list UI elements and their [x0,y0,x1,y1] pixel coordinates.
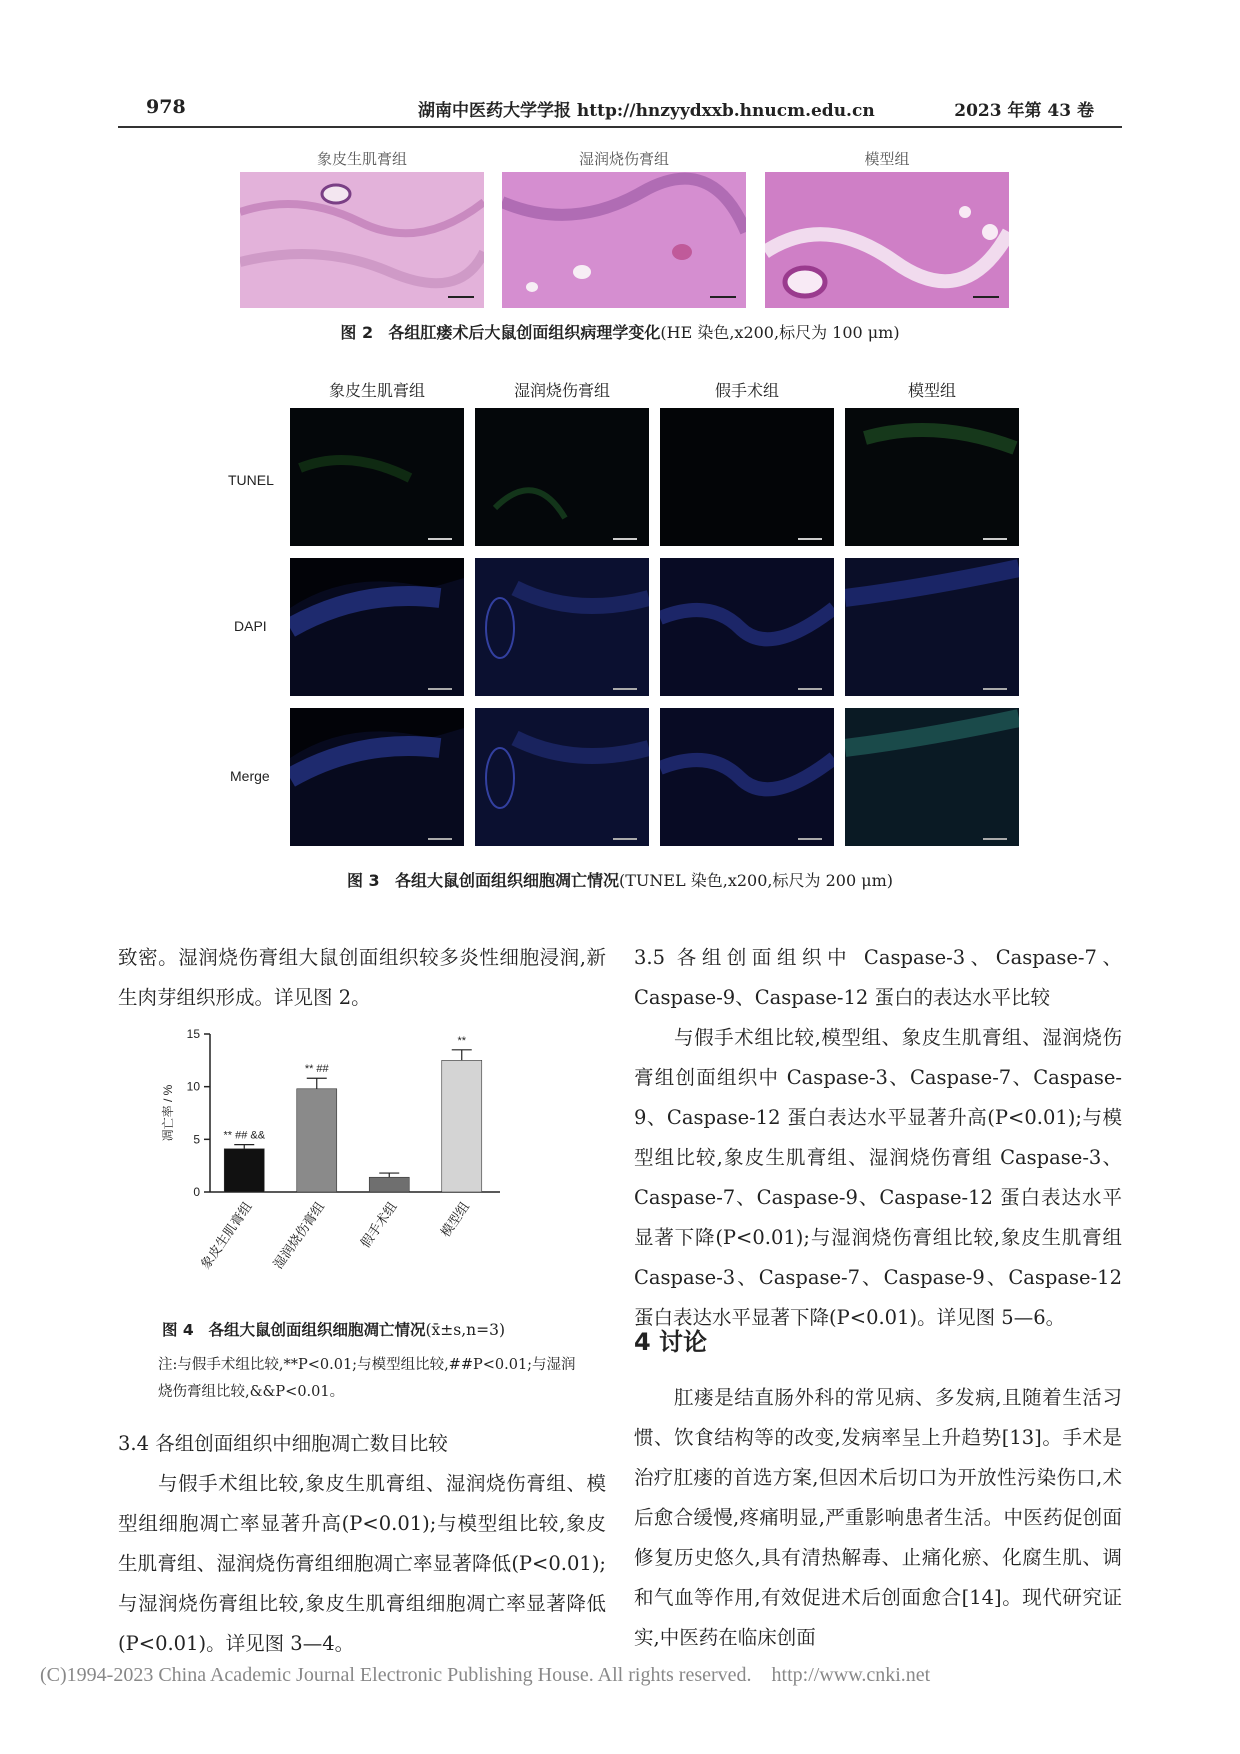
volume-label: 2023 年第 43 卷 [954,101,1094,121]
fig3-column-header: 假手术组 [714,383,779,400]
fig2-panel-label: 湿润烧伤膏组 [578,150,669,168]
dapi-image [660,558,834,696]
x-tick-label: 模型组 [437,1199,473,1240]
paragraph: 与假手术组比较,象皮生肌膏组、湿润烧伤膏组、模型组细胞凋亡率显著升高(P<0.01);与模型组比较,象皮生肌膏组、湿润烧伤膏组细胞凋亡率显著降低(P<0.01);与湿润烧伤膏组比较,象皮生肌膏组细胞凋亡率显著降低(P<0.01)。详见图 3—4。 [118,1472,606,1655]
merge-image [290,708,464,846]
fig3-column-header: 象皮生肌膏组 [328,383,425,400]
bar [442,1060,482,1192]
paragraph: 致密。湿润烧伤膏组大鼠创面组织较多炎性细胞浸润,新生肉芽组织形成。详见图 2。 [118,946,606,1009]
x-tick-label: 湿润烧伤膏组 [270,1199,328,1272]
bar [369,1177,409,1192]
figure4-note: 注:与假手术组比较,**P<0.01;与模型组比较,##P<0.01;与湿润烧伤膏组比较,&&P<0.01。 [158,1357,576,1400]
fig3-row-header: DAPI [234,618,267,634]
y-tick-label: 5 [193,1132,200,1147]
merge-image [845,708,1019,846]
he-stain-image [502,172,746,308]
significance-label: ** ## [304,1063,329,1076]
y-axis-label: 凋亡率 / % [161,1084,175,1142]
scale-bar [448,296,474,298]
fig4-caption-label: 图 4 [162,1321,194,1339]
figure3-caption [118,868,1122,891]
page-header [118,92,1122,128]
section-title: 3.5 各组创面组织中 Caspase-3、Caspase-7、Caspase-9、Caspase-12 蛋白的表达水平比较 [634,946,1122,1009]
fig3-caption-label: 图 3 [346,871,380,890]
apoptosis-bar-chart [150,1022,590,1312]
fig2-caption-detail: (HE 染色,x200,标尺为 100 μm) [660,323,900,342]
he-stain-image [240,172,484,308]
fig2-caption-label: 图 2 [340,323,374,342]
bar [224,1149,264,1192]
fig2-caption-title: 各组肛瘘术后大鼠创面组织病理学变化 [388,323,661,342]
section-heading: 4 讨论 [634,1328,708,1356]
fig4-caption-detail: (x̄±s,n=3) [425,1321,506,1339]
dapi-image [475,558,649,696]
fig3-caption-title: 各组大鼠创面组织细胞凋亡情况 [394,871,619,890]
dapi-image [845,558,1019,696]
figure4-caption [118,1318,606,1340]
figure2-caption [118,320,1122,343]
tunel-image [845,408,1019,546]
page-number: 978 [146,96,186,118]
he-stain-image [765,172,1009,308]
journal-title: 湖南中医药大学学报 http://hnzyydxxb.hnucm.edu.cn [418,101,875,121]
paragraph: 肛瘘是结直肠外科的常见病、多发病,且随着生活习惯、饮食结构等的改变,发病率呈上升趋势[13]。手术是治疗肛瘘的首选方案,但因术后切口为开放性污染伤口,术后愈合缓慢,疼痛明显,严重影响患者生活。中医药促创面修复历史悠久,具有清热解毒、止痛化瘀、化腐生肌、调和气血等作用,有效促进术后创面愈合[14]。现代研究证实,中医药在临床创面 [634,1386,1122,1649]
fig3-caption-detail: (TUNEL 染色,x200,标尺为 200 μm) [618,871,894,890]
section-title: 3.4 各组创面组织中细胞凋亡数目比较 [118,1432,448,1455]
y-tick-label: 15 [186,1027,200,1041]
merge-image [475,708,649,846]
tunel-image [660,408,834,546]
y-tick-label: 10 [186,1079,200,1094]
fig3-column-header: 湿润烧伤膏组 [513,383,610,400]
merge-image [660,708,834,846]
dapi-image [290,558,464,696]
significance-label: ** ## && [223,1129,266,1142]
tunel-image [475,408,649,546]
x-tick-label: 假手术组 [357,1199,400,1251]
bar [297,1089,337,1192]
x-tick-label: 象皮生肌膏组 [197,1199,255,1272]
copyright-footer: (C)1994-2023 China Academic Journal Electronic Publishing House. All rights reserved. http://www.cnki.net [40,1664,931,1686]
fig2-panel-label: 模型组 [864,150,910,168]
fig4-caption-title: 各组大鼠创面组织细胞凋亡情况 [208,1321,426,1339]
fig3-row-header: TUNEL [228,472,274,488]
fig2-panel-label: 象皮生肌膏组 [316,150,407,168]
fig3-column-header: 模型组 [907,383,956,400]
significance-label: ** [457,1034,467,1047]
tunel-image [290,408,464,546]
fig3-row-header: Merge [230,768,270,784]
y-tick-label: 0 [193,1185,200,1199]
paragraph: 与假手术组比较,模型组、象皮生肌膏组、湿润烧伤膏组创面组织中 Caspase-3、Caspase-7、Caspase-9、Caspase-12 蛋白表达水平显著升高(P<0.01);与模型组比较,象皮生肌膏组、湿润烧伤膏组 Caspase-3、Caspase-7、Caspase-9、Caspase-12 蛋白表达水平显著下降(P<0.01);与湿润烧伤膏组比较,象皮生肌膏组 Caspase-3、Caspase-7、Caspase-9、Caspase-12 蛋白表达水平显著下降(P<0.01)。详见图 5—6。 [634,1026,1122,1329]
